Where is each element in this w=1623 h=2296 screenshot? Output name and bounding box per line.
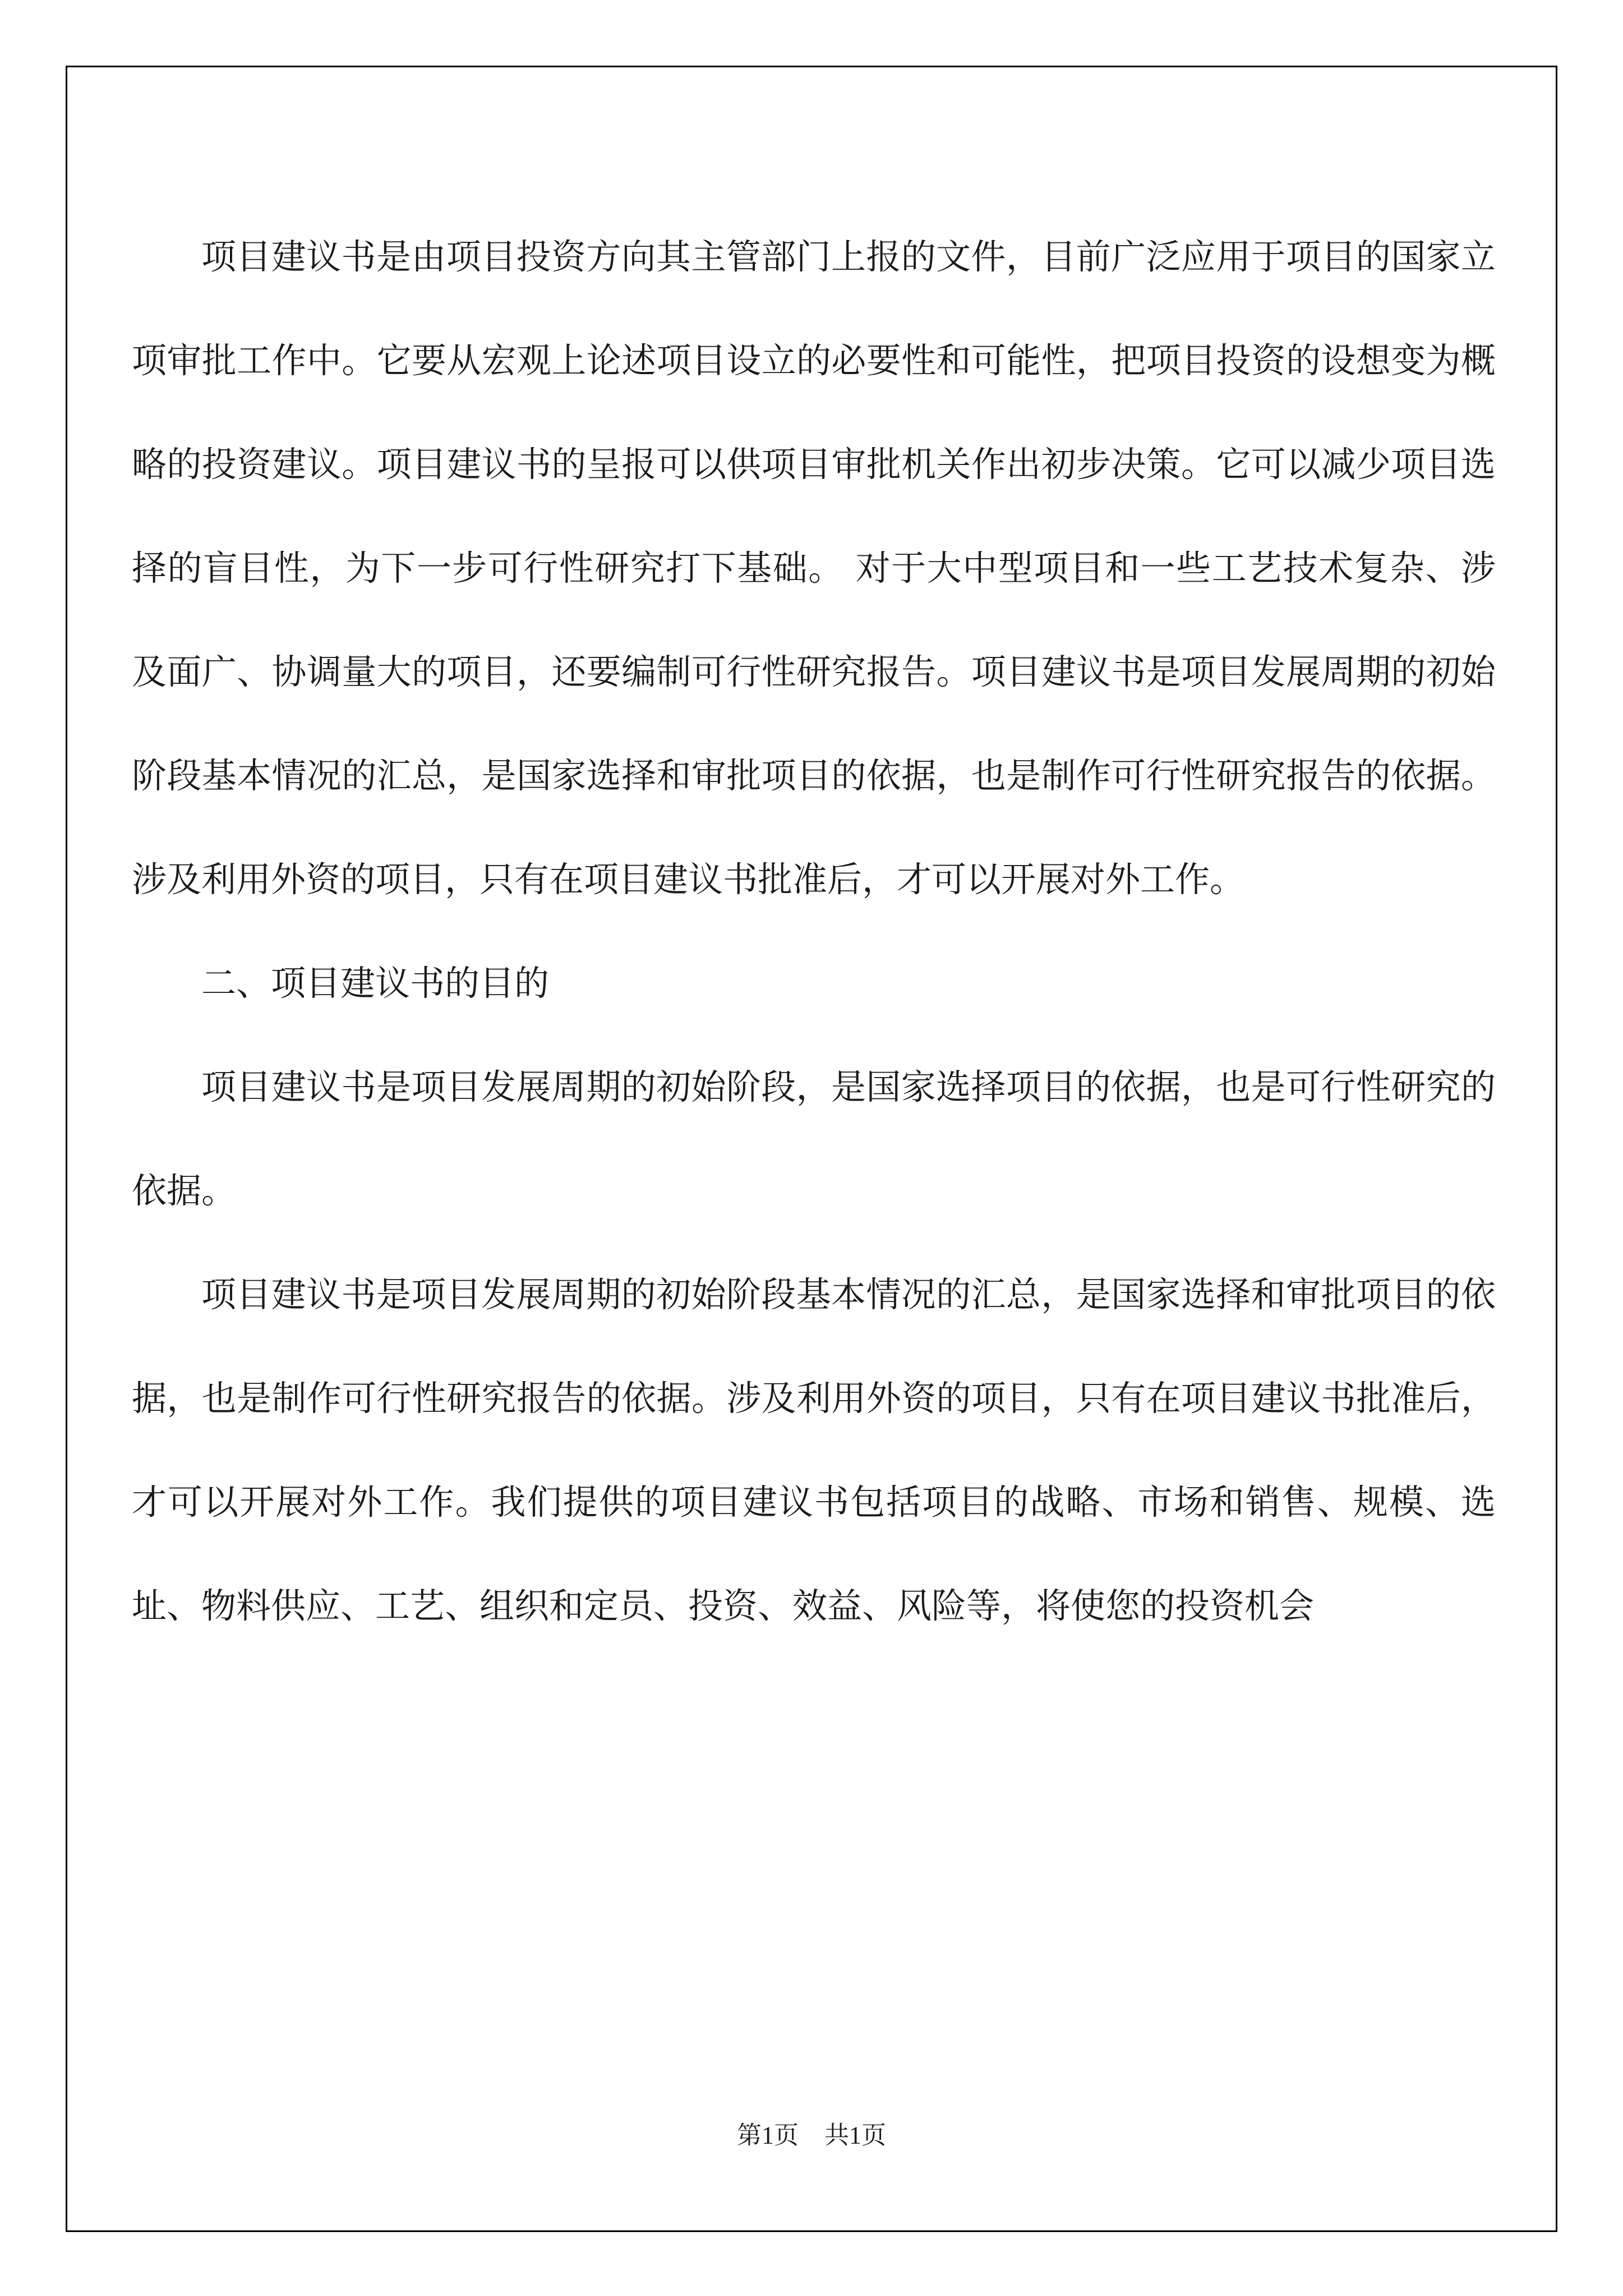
section-heading: 二、项目建议书的目的 [201,963,550,1004]
document-body [132,205,1496,1658]
page-footer [0,2115,1623,2151]
paragraph-summary: 项目建议书是项目发展周期的初始阶段基本情况的汇总，是国家选择和审批项目的依据，也是制作可行性研究报告的依据。涉及利用外资的项目，只有在项目建议书批准后，才可以开展对外工作。我们提供的项目建议书包括项目的战略、市场和销售、规模、选址、物料供应、工艺、组织和定员、投资、效益、风险等，将使您的投资机会 [132,1274,1496,1626]
page-total: 共1页 [824,2122,886,2149]
page-number: 第1页 [737,2122,799,2149]
paragraph-purpose: 项目建议书是项目发展周期的初始阶段，是国家选择项目的依据，也是可行性研究的依据。 [132,1066,1496,1211]
paragraph-intro: 项目建议书是由项目投资方向其主管部门上报的文件，目前广泛应用于项目的国家立项审批工作中。它要从宏观上论述项目设立的必要性和可能性，把项目投资的设想变为概略的投资建议。项目建议书的呈报可以供项目审批机关作出初步决策。它可以减少项目选择的盲目性，为下一步可行性研究打下基础。 对于大中型项目和一些工艺技术复杂、涉及面广、协调量大的项目，还要编制可行性研究报告。项目建议书是项目发展周期的初始阶段基本情况的汇总，是国家选择和审批项目的依据，也是制作可行性研究报告的依据。涉及利用外资的项目，只有在项目建议书批准后，才可以开展对外工作。 [132,236,1496,900]
